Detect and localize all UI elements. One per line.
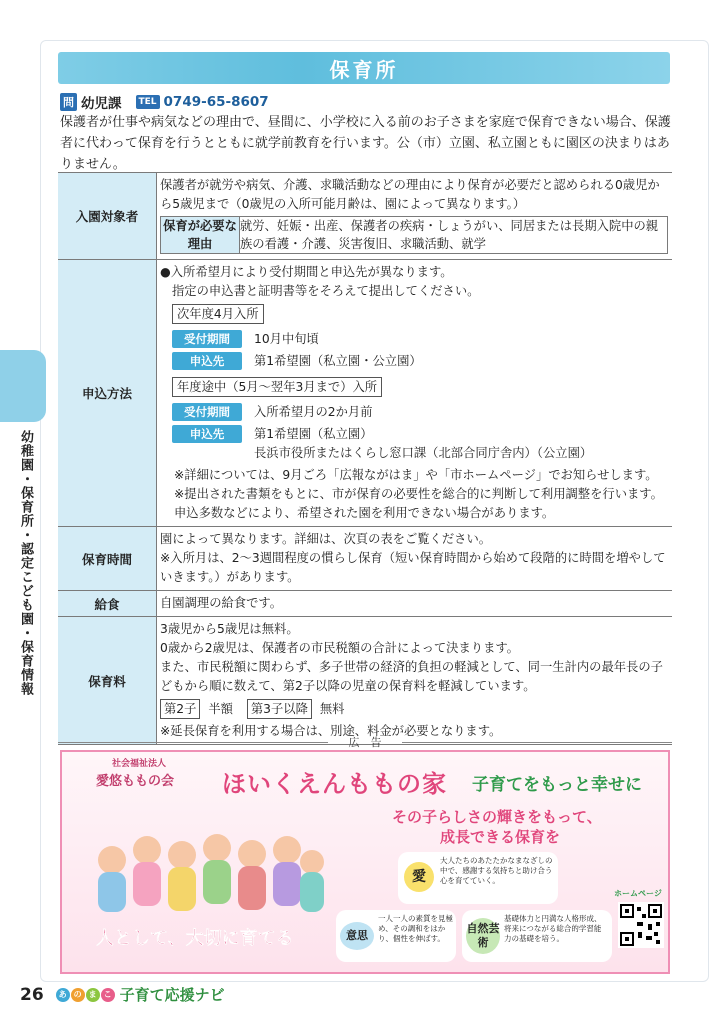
- department-name: 幼児課: [81, 96, 122, 112]
- april-period-row: [172, 330, 668, 349]
- hours-head: 保育時間: [58, 527, 157, 591]
- mid-period: 入所希望月の2か月前: [254, 405, 373, 419]
- apply-note-2: ※提出された書類をもとに、市が保育の必要性を総合的に判断して利用調整を行います。申込多数などにより、希望された園を利用できない場合があります。: [174, 487, 663, 520]
- ad-sub-1: その子らしさの輝きをもって、: [392, 808, 602, 826]
- footer-dot-4: こ: [101, 988, 115, 1002]
- row-hours: [58, 527, 672, 591]
- dest-label: 申込先: [172, 425, 242, 443]
- apply-body: [157, 260, 673, 527]
- fee-head: 保育料: [58, 617, 157, 745]
- apply-lead-1: ●入所希望月により受付期間と申込先が異なります。: [160, 265, 453, 279]
- ad-org: 愛悠ももの会: [96, 774, 175, 789]
- mid-dest-2: 長浜市役所またはくらし窓口課（北部合同庁舎内）（公立園）: [254, 446, 593, 460]
- mid-dest: [254, 425, 592, 463]
- meal-head: 給食: [58, 591, 157, 617]
- contact-line: [60, 92, 269, 112]
- ai-badge: 愛: [404, 862, 434, 892]
- fee-discount-row: [160, 699, 668, 719]
- row-fee: [58, 617, 672, 745]
- advertisement[interactable]: [60, 750, 670, 974]
- fee-body: [157, 617, 673, 745]
- ad-corp: 社会福祉法人: [112, 759, 167, 769]
- apply-lead-2: 指定の申込書と証明書等をそろえて提出してください。: [172, 284, 480, 298]
- hours-body: [157, 527, 673, 591]
- third-child-value: 無料: [319, 702, 345, 716]
- dest-label: 申込先: [172, 352, 242, 370]
- reason-table: [160, 216, 668, 254]
- footer-dot-1: あ: [56, 988, 70, 1002]
- ad-tagline: 子育てをもっと幸せに: [472, 775, 642, 795]
- ishi-card: [336, 910, 456, 962]
- eligibility-text: 保護者が就労や病気、介護、求職活動などの理由により保育が必要だと認められる0歳児から5歳児まで（0歳児の入所可能月齢は、園によって異なります。）: [160, 178, 660, 211]
- second-child-value: 半額: [208, 702, 233, 716]
- mid-year-box: 年度途中（5月〜翌年3月まで）入所: [172, 377, 382, 397]
- period-label: 受付期間: [172, 403, 242, 421]
- footer: [20, 984, 225, 1005]
- ai-card: [398, 852, 558, 904]
- page-title: 保育所: [58, 52, 670, 84]
- footer-dot-3: ま: [86, 988, 100, 1002]
- hours-text-2: ※入所月は、2〜3週間程度の慣らし保育（短い保育時間から始めて段階的に時間を増やしていきます。）があります。: [160, 551, 666, 584]
- tel-icon: TEL: [136, 95, 160, 109]
- ishi-text: 一人一人の素質を見極め、その調和をはかり、個性を伸ばす。: [378, 914, 453, 943]
- hours-text-1: 園によって異なります。詳細は、次頁の表をご覧ください。: [160, 532, 492, 546]
- mid-dest-1: 第1希望園（私立園）: [254, 427, 373, 441]
- ishi-badge: 意思: [340, 922, 374, 950]
- qr-code-icon[interactable]: [618, 902, 664, 948]
- mid-dest-row: [172, 425, 668, 463]
- page-number: 26: [20, 984, 44, 1005]
- mid-period-row: [172, 403, 668, 422]
- apply-note-1: ※詳細については、9月ごろ「広報ながはま」や「市ホームページ」でお知らせします。: [174, 468, 658, 482]
- ad-sub-2: 成長できる保育を: [440, 828, 561, 846]
- april-dest-row: [172, 352, 668, 371]
- april-entry-box: 次年度4月入所: [172, 304, 264, 324]
- eligibility-body: [157, 173, 673, 260]
- reason-text: 就労、妊娠・出産、保護者の疾病・しょうがい、同居または長期入院中の親族の看護・介護、災害復旧、求職活動、就学: [240, 217, 668, 254]
- april-dest: 第1希望園（私立園・公立園）: [254, 354, 422, 368]
- fee-text-3: また、市民税額に関わらず、多子世帯の経済的負担の軽減として、同一生計内の最年長の子どもから順に数えて、第2子以降の児童の保育料を軽減しています。: [160, 660, 663, 693]
- fee-text-2: 0歳から2歳児は、保護者の市民税額の合計によって決まります。: [160, 641, 519, 655]
- intro-paragraph: 保護者が仕事や病気などの理由で、昼間に、小学校に入る前のお子さまを家庭で保育できない場合、保護者に代わって保育を行うとともに就学前教育を行います。公（市）立園、私立園ともに園区の決まりはありません。: [60, 115, 671, 172]
- fee-note: ※延長保育を利用する場合は、別途、料金が必要となります。: [160, 724, 502, 738]
- april-period: 10月中旬頃: [254, 332, 319, 346]
- info-table: [58, 172, 672, 745]
- fee-text-1: 3歳児から5歳児は無料。: [160, 622, 299, 636]
- shizen-badge: 自然芸術: [466, 918, 500, 954]
- ad-slogan: 人として、大切に育てる: [96, 928, 294, 949]
- dolls-illustration: [82, 810, 332, 940]
- homepage-label: ホームページ: [614, 889, 662, 898]
- ad-label: 広 告: [58, 734, 672, 750]
- reason-head: 保育が必要な理由: [161, 217, 240, 254]
- period-label: 受付期間: [172, 330, 242, 348]
- inquiry-tag: 問: [60, 93, 77, 111]
- meal-body: 自園調理の給食です。: [157, 591, 673, 617]
- third-child-label: 第3子以降: [247, 699, 312, 719]
- side-section-label: 幼稚園・保育所・認定こども園・保育情報: [18, 430, 33, 696]
- row-apply: [58, 260, 672, 527]
- ai-text: 大人たちのあたたかなまなざしの中で、感謝する気持ちと助け合う心を育てていく。: [440, 856, 553, 885]
- phone-number[interactable]: 0749-65-8607: [163, 94, 269, 110]
- eligibility-head: 入園対象者: [58, 173, 157, 260]
- footer-dot-2: の: [71, 988, 85, 1002]
- ad-name: ほいくえんももの家: [222, 770, 447, 798]
- footer-title: 子育て応援ナビ: [119, 986, 225, 1004]
- apply-head: 申込方法: [58, 260, 157, 527]
- row-eligibility: [58, 173, 672, 260]
- row-meal: [58, 591, 672, 617]
- second-child-label: 第2子: [160, 699, 200, 719]
- side-tab: [0, 350, 46, 422]
- shizen-card: [462, 910, 612, 962]
- shizen-text: 基礎体力と円満な人格形成、将来につながる総合的学習能力の基礎を培う。: [504, 914, 602, 943]
